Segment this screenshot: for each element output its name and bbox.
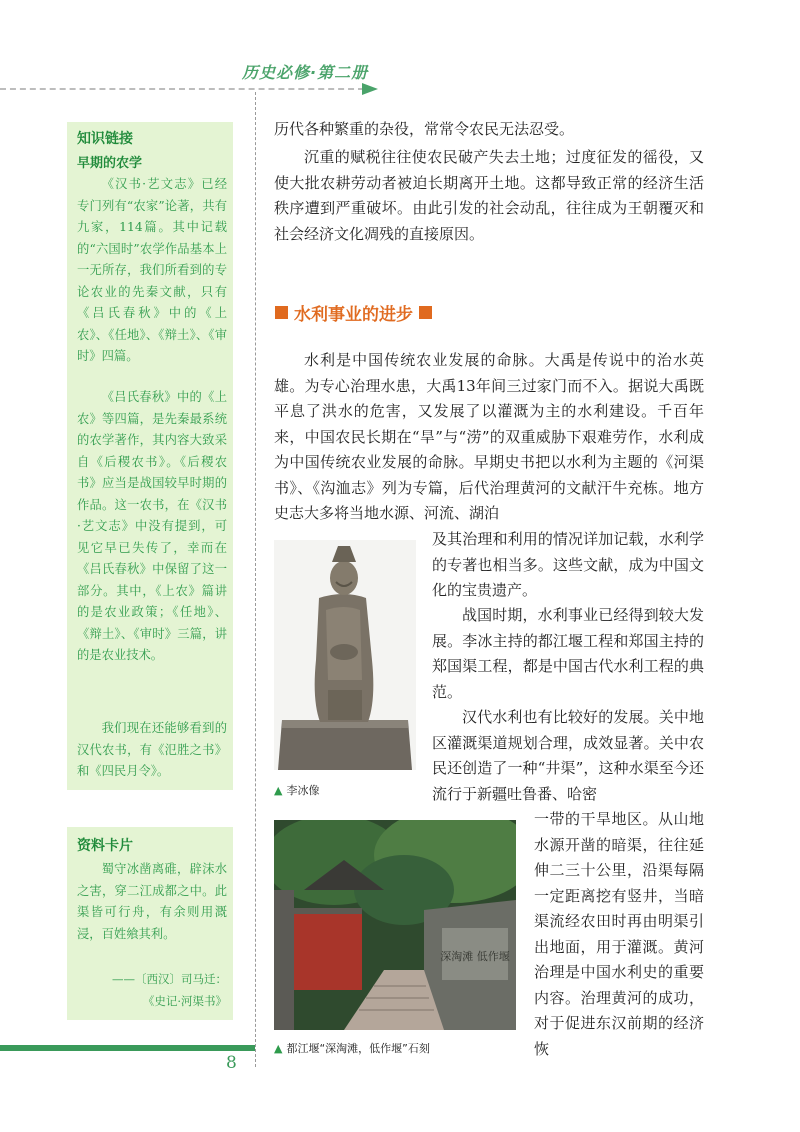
square-bullet-icon: [275, 306, 288, 319]
li-bing-statue-caption: ▲ 李冰像: [274, 784, 320, 797]
section-title: 水利事业的进步: [294, 305, 413, 325]
data-card-box: [67, 827, 233, 1020]
caption-triangle-icon: ▲: [274, 784, 283, 797]
knowledge-link-box: [67, 122, 233, 790]
caption-triangle-icon: ▲: [274, 1042, 283, 1055]
knowledge-link-paragraph-1: 《汉书·艺文志》已经专门列有“农家”论著，共有九家，114篇。其中记载的“六国时”农学作品基本上一无所存，我们所看到的专论农业的先秦文献，只有《吕氏春秋》中的《上农》、《任地》、《辩土》、《审时》四篇。: [77, 177, 227, 363]
paragraph-3-continued: 及其治理和利用的情况详加记载，水利学的专著也相当多。这些文献，成为中国文化的宝贵遗产。: [432, 530, 704, 599]
page-number: 8: [226, 1053, 237, 1073]
knowledge-link-subheading: 早期的农学: [77, 156, 143, 171]
data-card-quote: 蜀守冰凿离碓，辟沫水之害，穿二江成都之中。此渠皆可行舟，有余则用溉浸，百姓飨其利。: [77, 862, 227, 941]
knowledge-link-paragraph-2: 《吕氏春秋》中的《上农》等四篇，是先秦最系统的农学著作，其内容大致采自《后稷农书》。《后稷农书》应当是战国较早时期的作品。这一农书，在《汉书·艺文志》中没有提到，可见它早已失传了，幸而在《吕氏春秋》中保留了这一部分。其中，《上农》篇讲的是农业政策；《任地》、《辩土》、《审时》三篇，讲的是农业技术。: [77, 390, 227, 662]
book-title: 历史必修·第二册: [242, 63, 369, 82]
paragraph-1: 历代各种繁重的杂役，常常令农民无法忍受。: [274, 120, 575, 138]
data-card-source-author: ——〔西汉〕司马迁：: [112, 972, 227, 986]
column-divider: [255, 92, 256, 1067]
header-divider: [0, 88, 364, 90]
section-heading: [275, 300, 432, 325]
knowledge-link-paragraph-3: 我们现在还能够看到的汉代农书，有《氾胜之书》和《四民月令》。: [77, 721, 227, 778]
header-arrow-icon: [362, 83, 378, 95]
paragraph-4: 战国时期，水利事业已经得到较大发展。李冰主持的都江堰工程和郑国主持的郑国渠工程，都是中国古代水利工程的典范。: [432, 606, 704, 701]
li-bing-statue-image: [274, 540, 416, 770]
square-bullet-icon: [419, 306, 432, 319]
paragraph-2: 沉重的赋税往往使农民破产失去土地；过度征发的徭役，又使大批农耕劳动者被迫长期离开土地。这都导致正常的经济生活秩序遭到严重破坏。由此引发的社会动乱，往往成为王朝覆灭和社会经济文化凋残的直接原因。: [274, 148, 704, 243]
knowledge-link-heading: 知识链接: [77, 131, 133, 147]
stele-inscription: 深淘滩 低作堰: [440, 950, 510, 963]
footer-bar: [0, 1045, 255, 1051]
data-card-heading: 资料卡片: [77, 838, 133, 854]
dujiangyan-stele-caption: ▲ 都江堰“深淘滩，低作堰”石刻: [274, 1042, 430, 1055]
paragraph-5: 汉代水利也有比较好的发展。关中地区灌溉渠道规划合理，成效显著。关中农民还创造了一种“井渠”，这种水渠至今还流行于新疆吐鲁番、哈密: [432, 708, 704, 803]
paragraph-3: 水利是中国传统农业发展的命脉。大禹是传说中的治水英雄。为专心治理水患，大禹13年间三过家门而不入。据说大禹既平息了洪水的危害，又发展了以灌溉为主的水利建设。千百年来，中国农民长期在“旱”与“涝”的双重威胁下艰难劳作，水利成为中国传统农业发展的命脉。早期史书把以水利为主题的《河渠书》、《沟洫志》列为专篇，后代治理黄河的文献汗牛充栋。地方史志大多将当地水源、河流、湖泊: [274, 351, 704, 522]
dujiangyan-stele-image: [274, 820, 516, 1030]
paragraph-5-continued: 一带的干旱地区。从山地水源开凿的暗渠，往往延伸二三十公里，沿渠每隔一定距离挖有竖井，当暗渠流经农田时再由明渠引出地面，用于灌溉。黄河治理是中国水利史的重要内容。治理黄河的成功，对于促进东汉前期的经济恢: [534, 810, 704, 1058]
data-card-source-title: 《史记·河渠书》: [142, 994, 227, 1008]
